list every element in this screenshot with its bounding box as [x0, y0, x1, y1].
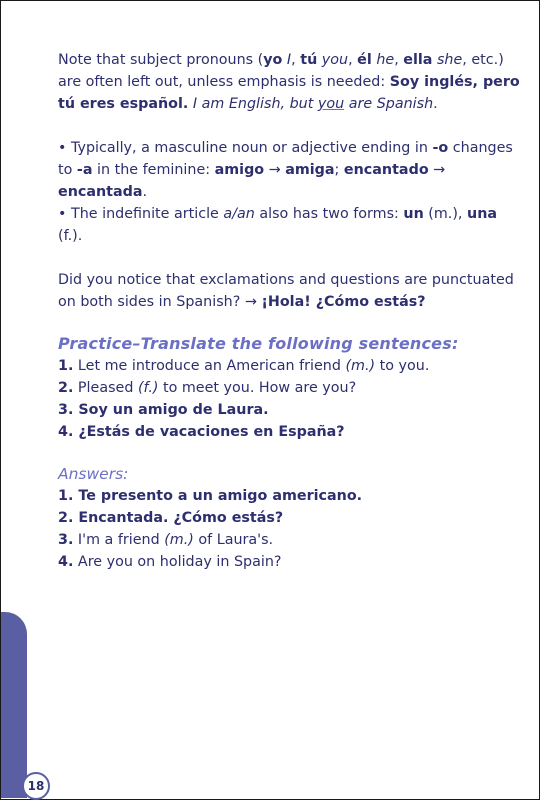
page-content [58, 49, 520, 573]
example-spanish: Soy inglés, pero tú eres español. [58, 74, 520, 112]
intro-paragraph [58, 49, 520, 115]
bullet-text: • The indefinite article [58, 206, 224, 222]
bullet-text: . [142, 184, 148, 200]
article-un: un [403, 206, 424, 222]
bullet-text: also has two forms: [254, 206, 404, 222]
word-encantada: encantada [58, 184, 143, 200]
bullet-text: in the feminine: [92, 162, 215, 178]
practice-list [58, 355, 520, 443]
notice-text: Did you notice that exclamations and questions are punctuated on both sides in Spanish? → [58, 272, 514, 310]
gloss-i: I [286, 52, 292, 68]
list-item: 4. Are you on holiday in Spain? [58, 554, 282, 570]
list-item: 3. Soy un amigo de Laura. [58, 402, 269, 418]
list-item: 2. Pleased (f.) to meet you. How are you? [58, 380, 357, 396]
word-amigo: amigo [214, 162, 265, 178]
bullet-feminine [58, 137, 520, 203]
example-english: I am English, but [192, 96, 318, 112]
gloss-you: you [321, 52, 349, 68]
article-una: una [467, 206, 498, 222]
bullet-text: changes to [58, 140, 513, 178]
pronoun-ella: ella [403, 52, 433, 68]
bullet-text: ; [334, 162, 344, 178]
page-edge-tab [1, 612, 27, 798]
list-item: 3. I'm a friend (m.) of Laura's. [58, 532, 274, 548]
practice-heading: Practice–Translate the following sentences: [58, 334, 459, 353]
punctuation-note [58, 269, 520, 313]
word-encantado: encantado [343, 162, 429, 178]
pronoun-tu: tú [300, 52, 318, 68]
gloss-she: she [436, 52, 463, 68]
bullet-text: • Typically, a masculine noun or adjective ending in [58, 140, 433, 156]
notice-example: ¡Hola! ¿Cómo estás? [261, 294, 426, 310]
word-amiga: amiga [285, 162, 335, 178]
arrow-icon: → [264, 162, 286, 178]
article-english: a/an [223, 206, 255, 222]
intro-text: Note that subject pronouns ( [58, 52, 264, 68]
page-number: 18 [22, 772, 50, 800]
bullet-text: (f.). [58, 228, 83, 244]
list-item: 1. Te presento a un amigo americano. [58, 488, 363, 504]
example-english: are Spanish [344, 96, 434, 112]
gloss-he: he [376, 52, 395, 68]
list-item: 1. Let me introduce an American friend (m.) to you. [58, 358, 430, 374]
intro-text: , etc.) are often left out, unless emphasis is needed: [58, 52, 504, 90]
example-english-emphasis: you [317, 96, 345, 112]
pronoun-yo: yo [263, 52, 283, 68]
ending-o: -o [432, 140, 449, 156]
intro-text: , [348, 52, 358, 68]
arrow-icon: → [428, 162, 446, 178]
intro-text: , [291, 52, 301, 68]
list-item: 4. ¿Estás de vacaciones en España? [58, 424, 345, 440]
ending-a: -a [76, 162, 93, 178]
pronoun-el: él [357, 52, 372, 68]
bullet-text: (m.), [423, 206, 468, 222]
intro-text: . [433, 96, 438, 112]
list-item: 2. Encantada. ¿Cómo estás? [58, 510, 284, 526]
bullet-article [58, 203, 520, 247]
intro-text: , [394, 52, 404, 68]
answers-heading: Answers: [58, 465, 129, 483]
answers-list [58, 485, 520, 573]
